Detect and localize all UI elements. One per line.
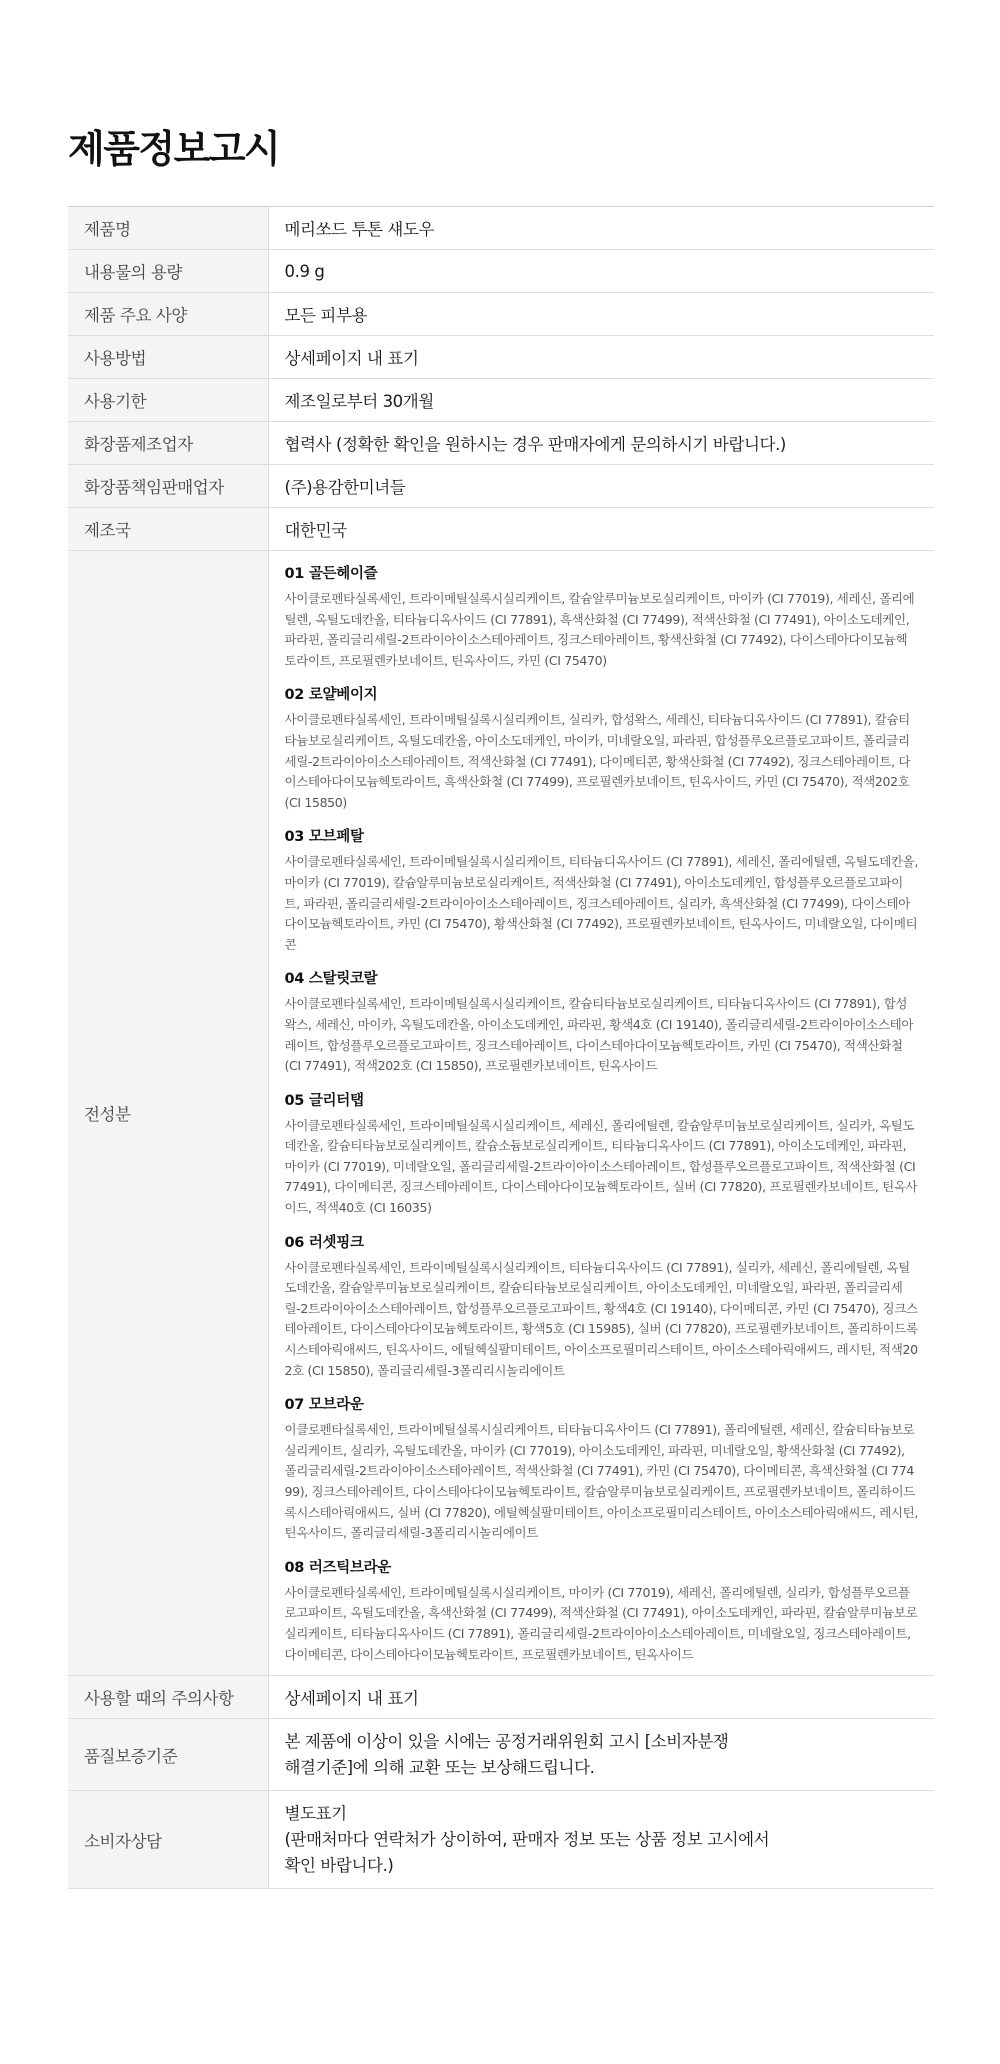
- row-value-ingredients: [268, 551, 934, 1676]
- row-label-ingredients: 전성분: [68, 551, 268, 1676]
- shade-name: 01 골든헤이즐: [284, 566, 378, 582]
- table-row: [68, 250, 934, 293]
- shade-item: [285, 826, 919, 955]
- row-value-usage: 상세페이지 내 표기: [268, 336, 934, 379]
- row-value-consult: [268, 1791, 934, 1889]
- shade-item: [285, 1090, 919, 1219]
- product-info-table: [68, 206, 934, 1889]
- row-value-warranty: [268, 1719, 934, 1791]
- table-row: [68, 465, 934, 508]
- shade-name: 06 러셋핑크: [284, 1234, 364, 1251]
- warranty-line: 본 제품에 이상이 있을 시에는 공정거래위원회 고시 [소비자분쟁: [284, 1731, 729, 1751]
- row-label-seller: 화장품책임판매업자: [68, 465, 268, 508]
- page-title: 제품정보고시: [68, 127, 280, 171]
- row-label-spec: 제품 주요 사양: [68, 293, 268, 336]
- shade-ingredients: 사이클로펜타실록세인, 트라이메틸실록시실리케이트, 세레신, 폴리에틸렌, 칼슘알루미늄보로실리케이트, 실리카, 옥틸도데칸올, 칼슘티타늄보로실리케이트, 칼슘소듐보로실리케이트, 티타늄디옥사이드 (CI 77891), 아이소도데케인, 파라핀, 마이카 (CI 77019), 미네랄오일, 폴리글리세릴-2트라이아이소스테아레이트, 합성플루오르플로고파이트, 적색산화철 (CI 77491), 다이메티콘, 징크스테아레이트, 다이스테아다이모늄헥토라이트, 실버 (CI 77820), 프로필렌카보네이트, 틴옥사이드, 적색40호 (CI 16035): [284, 1117, 918, 1216]
- table-row: [68, 1719, 934, 1791]
- table-row: [68, 508, 934, 551]
- row-label-warranty: 품질보증기준: [68, 1719, 268, 1791]
- table-row: [68, 207, 934, 250]
- consult-line: 확인 바랍니다.): [284, 1855, 394, 1875]
- row-value-volume: 0.9 g: [268, 250, 934, 293]
- warranty-line: 해결기준]에 의해 교환 또는 보상해드립니다.: [284, 1757, 595, 1777]
- shade-item: [285, 563, 919, 671]
- shade-item: [285, 968, 919, 1076]
- shade-ingredients: 사이클로펜타실록세인, 트라이메틸실록시실리케이트, 실리카, 합성왁스, 세레신, 티타늄디옥사이드 (CI 77891), 칼슘티타늄보로실리케이트, 옥틸도데칸올, 아이소도데케인, 마이카, 미네랄오일, 파라핀, 합성플루오르플로고파이트, 폴리글리세릴-2트라이아이소스테아레이트, 적색산화철 (CI 77491), 다이메티콘, 황색산화철 (CI 77492), 징크스테아레이트, 다이스테아다이모늄헥토라이트, 흑색산화철 (CI 77499), 프로필렌카보네이트, 틴옥사이드, 카민 (CI 75470), 적색202호 (CI 15850): [284, 712, 911, 810]
- row-label-consult: 소비자상담: [68, 1791, 268, 1889]
- consult-line: (판매처마다 연락처가 상이하여, 판매자 정보 또는 상품 정보 고시에서: [284, 1829, 770, 1849]
- shade-name: 03 모브페탈: [284, 829, 364, 846]
- table-row: [68, 1791, 934, 1889]
- row-value-caution: 상세페이지 내 표기: [268, 1676, 934, 1719]
- shade-item: [285, 1557, 919, 1665]
- shade-name: 05 글리터탭: [284, 1092, 364, 1109]
- shade-item: [285, 1232, 919, 1382]
- row-label-manufacturer: 화장품제조업자: [68, 422, 268, 465]
- row-value-origin: 대한민국: [268, 508, 934, 551]
- row-label-origin: 제조국: [68, 508, 268, 551]
- row-label-expiry: 사용기한: [68, 379, 268, 422]
- table-row: [68, 1676, 934, 1719]
- row-label-usage: 사용방법: [68, 336, 268, 379]
- shade-name: 07 모브라운: [284, 1397, 364, 1414]
- shade-name: 04 스탈릿코랄: [284, 971, 378, 988]
- shade-item: [285, 1394, 919, 1544]
- shade-name: 08 러즈틱브라운: [284, 1559, 392, 1576]
- shade-ingredients: 사이클로펜타실록세인, 트라이메틸실록시실리케이트, 티타늄디옥사이드 (CI 77891), 실리카, 세레신, 폴리에틸렌, 옥틸도데칸올, 칼슘알루미늄보로실리케이트, 칼슘티타늄보로실리케이트, 아이소도데케인, 미네랄오일, 파라핀, 폴리글리세릴-2트라이아이소스테아레이트, 합성플루오르플로고파이트, 황색4호 (CI 19140), 다이메티콘, 카민 (CI 75470), 징크스테아레이트, 다이스테아다이모늄헥토라이트, 황색5호 (CI 15985), 실버 (CI 77820), 프로필렌카보네이트, 폴리하이드록시스테아릭애씨드, 틴옥사이드, 에틸헥실팔미테이트, 아이소프로필미리스테이트, 아이소스테아릭애씨드, 레시틴, 적색202호 (CI 15850), 폴리글리세릴-3폴리리시놀리에이트: [284, 1259, 918, 1378]
- shade-ingredients: 사이클로펜타실록세인, 트라이메틸실록시실리케이트, 칼슘티타늄보로실리케이트, 티타늄디옥사이드 (CI 77891), 합성왁스, 세레신, 마이카, 옥틸도데칸올, 아이소도데케인, 파라핀, 황색4호 (CI 19140), 폴리글리세릴-2트라이아이소스테아레이트, 합성플루오르플로고파이트, 징크스테아레이트, 다이스테아다이모늄헥토라이트, 카민 (CI 75470), 적색산화철 (CI 77491), 적색202호 (CI 15850), 프로필렌카보네이트, 틴옥사이드: [284, 996, 914, 1074]
- shade-item: [285, 684, 919, 813]
- shade-ingredients: 사이클로펜타실록세인, 트라이메틸실록시실리케이트, 마이카 (CI 77019), 세레신, 폴리에틸렌, 실리카, 합성플루오르플로고파이트, 옥틸도데칸올, 흑색산화철 (CI 77499), 적색산화철 (CI 77491), 아이소도데케인, 파라핀, 칼슘알루미늄보로실리케이트, 티타늄디옥사이드 (CI 77891), 폴리글리세릴-2트라이아이소스테아레이트, 미네랄오일, 징크스테아레이트, 다이메티콘, 다이스테아다이모늄헥토라이트, 프로필렌카보네이트, 틴옥사이드: [284, 1584, 918, 1662]
- table-row: [68, 379, 934, 422]
- row-label-caution: 사용할 때의 주의사항: [68, 1676, 268, 1719]
- row-value-product-name: 메리쏘드 투톤 섀도우: [268, 207, 934, 250]
- table-row: [68, 293, 934, 336]
- row-value-manufacturer: 협력사 (정확한 확인을 원하시는 경우 판매자에게 문의하시기 바랍니다.): [268, 422, 934, 465]
- row-label-volume: 내용물의 용량: [68, 250, 268, 293]
- table-row: [68, 336, 934, 379]
- table-row: [68, 422, 934, 465]
- shade-ingredients: 사이클로펜타실록세인, 트라이메틸실록시실리케이트, 칼슘알루미늄보로실리케이트, 마이카 (CI 77019), 세레신, 폴리에틸렌, 옥틸도데칸올, 티타늄디옥사이드 (CI 77891), 흑색산화철 (CI 77499), 적색산화철 (CI 77491), 아이소도데케인, 파라핀, 폴리글리세릴-2트라이아이소스테아레이트, 징크스테아레이트, 황색산화철 (CI 77492), 다이스테아다이모늄헥토라이트, 프로필렌카보네이트, 틴옥사이드, 카민 (CI 75470): [284, 591, 915, 668]
- row-label-product-name: 제품명: [68, 207, 268, 250]
- row-value-expiry: 제조일로부터 30개월: [268, 379, 934, 422]
- shade-ingredients: 사이클로펜타실록세인, 트라이메틸실록시실리케이트, 티타늄디옥사이드 (CI 77891), 세레신, 폴리에틸렌, 옥틸도데칸올, 마이카 (CI 77019), 칼슘알루미늄보로실리케이트, 적색산화철 (CI 77491), 아이소도데케인, 합성플루오르플로고파이트, 파라핀, 폴리글리세릴-2트라이아이소스테아레이트, 징크스테아레이트, 실리카, 흑색산화철 (CI 77499), 다이스테아다이모늄헥토라이트, 카민 (CI 75470), 황색산화철 (CI 77492), 프로필렌카보네이트, 틴옥사이드, 미네랄오일, 다이메티콘: [284, 854, 919, 952]
- shade-name: 02 로얄베이지: [284, 687, 378, 704]
- shade-ingredients: 이클로펜타실록세인, 트라이메틸실록시실리케이트, 티타늄디옥사이드 (CI 77891), 폴리에틸렌, 세레신, 칼슘티타늄보로실리케이트, 실리카, 옥틸도데칸올, 마이카 (CI 77019), 아이소도데케인, 파라핀, 미네랄오일, 황색산화철 (CI 77492), 폴리글리세릴-2트라이아이소스테아레이트, 적색산화철 (CI 77491), 카민 (CI 75470), 다이메티콘, 흑색산화철 (CI 77499), 징크스테아레이트, 다이스테아다이모늄헥토라이트, 칼슘알루미늄보로실리케이트, 프로필렌카보네이트, 폴리하이드록시스테아릭애씨드, 실버 (CI 77820), 에틸헥실팔미테이트, 아이소프로필미리스테이트, 아이소스테아릭애씨드, 레시틴, 틴옥사이드, 폴리글리세릴-3폴리리시놀리에이트: [284, 1422, 919, 1541]
- table-row: [68, 551, 934, 1676]
- row-value-spec: 모든 피부용: [268, 293, 934, 336]
- consult-line: 별도표기: [284, 1803, 347, 1823]
- row-value-seller: (주)용감한미녀들: [268, 465, 934, 508]
